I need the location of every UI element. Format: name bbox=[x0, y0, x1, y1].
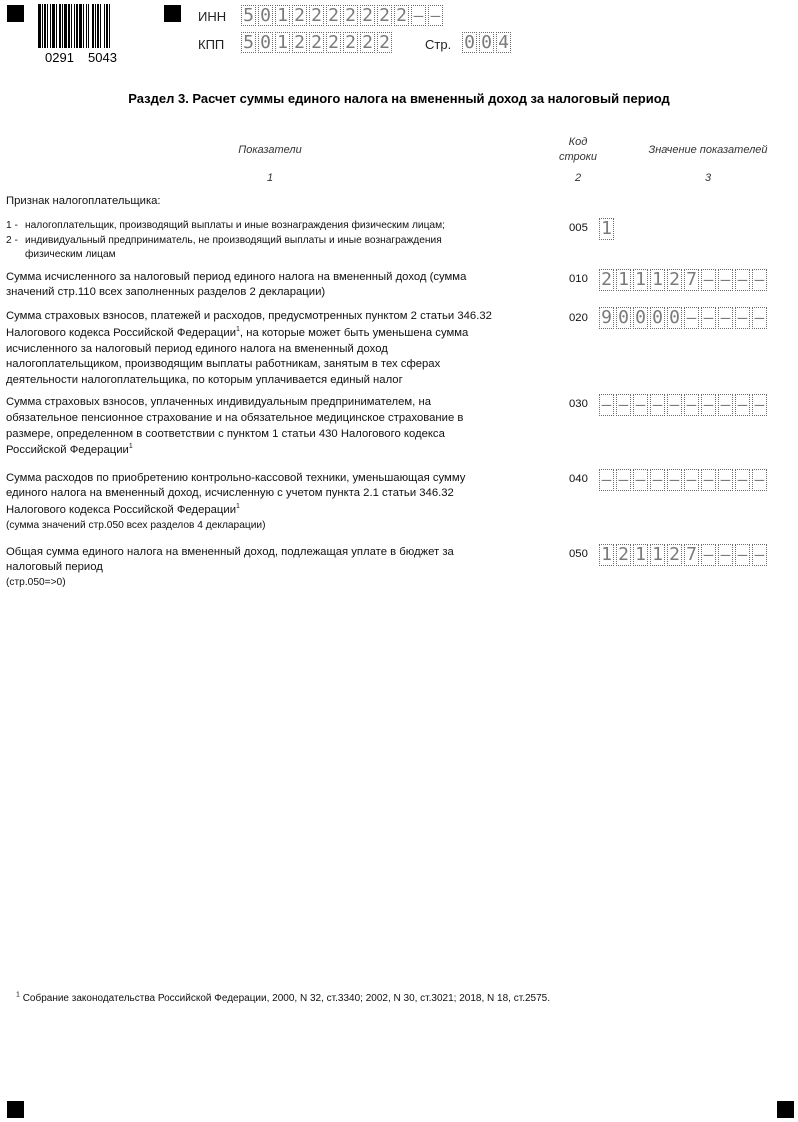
row-010-value-cells-cell: 1 bbox=[633, 269, 648, 291]
row-030-value-cells-cell: – bbox=[701, 394, 716, 416]
row-040-footnote-mark: 1 bbox=[236, 503, 240, 511]
column-header-values: Значение показателей bbox=[648, 144, 768, 156]
inn-cells-cell: 5 bbox=[241, 5, 256, 26]
row-020-value-cells-cell: – bbox=[701, 307, 716, 329]
barcode-bar bbox=[76, 4, 78, 48]
inn-cells-cell: 1 bbox=[275, 5, 290, 26]
row-030-value-cells bbox=[599, 394, 769, 416]
row-040-text-line2: единого налога на вмененный доход, исчисленную с учетом пункта 2.1 статьи 346.32 bbox=[6, 487, 454, 499]
row-030-value-cells-cell: – bbox=[684, 394, 699, 416]
row-040-value-cells-cell: – bbox=[701, 469, 716, 491]
row-030-value-cells-cell: – bbox=[633, 394, 648, 416]
row-020-value-cells-cell: – bbox=[752, 307, 767, 329]
page-cells-cell: 4 bbox=[496, 32, 511, 53]
barcode-bar bbox=[68, 4, 70, 48]
row-030-footnote-mark: 1 bbox=[128, 443, 133, 451]
row-050-text-line3: (стр.050=>0) bbox=[6, 577, 66, 588]
inn-cells-cell: 0 bbox=[258, 5, 273, 26]
row-020-value-cells-cell: 0 bbox=[616, 307, 631, 329]
row-030-text-line3: размере, определенном в соответствии с пунктом 1 статьи 430 Налогового кодекса bbox=[6, 428, 445, 440]
barcode-bar bbox=[47, 4, 48, 48]
row-010-value-cells-cell: 2 bbox=[667, 269, 682, 291]
row-020-value-cells-cell: – bbox=[735, 307, 750, 329]
row-040-text-line1: Сумма расходов по приобретению контрольно-кассовой техники, уменьшающая сумму bbox=[6, 472, 466, 484]
row-030-text-line2: обязательное пенсионное страхование и на обязательное медицинское страхование в bbox=[6, 412, 464, 424]
row-040-value-cells-cell: – bbox=[684, 469, 699, 491]
row-040-value-cells-cell: – bbox=[735, 469, 750, 491]
row-020-text-line2b: , на которые может быть уменьшена сумма bbox=[239, 327, 469, 339]
inn-cells-cell: – bbox=[411, 5, 426, 26]
page-label: Стр. bbox=[425, 37, 452, 52]
column-header-code-line1: Код bbox=[568, 136, 588, 148]
row-030-value-cells-cell: – bbox=[599, 394, 614, 416]
row-code-050: 050 bbox=[569, 548, 588, 560]
row-040-value-cells-cell: – bbox=[667, 469, 682, 491]
row-030-value-cells-cell: – bbox=[667, 394, 682, 416]
row-030-value-cells-cell: – bbox=[718, 394, 733, 416]
corner-marker-bottom-right bbox=[777, 1101, 794, 1118]
row-code-030: 030 bbox=[569, 398, 588, 410]
row-050-value-cells-cell: 1 bbox=[650, 544, 665, 566]
inn-cells-cell: – bbox=[428, 5, 443, 26]
kpp-cells-cell: 2 bbox=[326, 32, 341, 53]
barcode-bar bbox=[92, 4, 94, 48]
barcode-bar bbox=[56, 4, 57, 48]
row-050-value-cells-cell: 2 bbox=[667, 544, 682, 566]
row-code-005: 005 bbox=[569, 222, 588, 234]
barcode-bar bbox=[42, 4, 43, 48]
row-010-value-cells bbox=[599, 269, 769, 291]
corner-marker-top-center bbox=[164, 5, 181, 22]
row-020-value-cells-cell: 0 bbox=[667, 307, 682, 329]
barcode-bar bbox=[52, 4, 55, 48]
barcode-bar bbox=[86, 4, 87, 48]
row-030-value-cells-cell: – bbox=[735, 394, 750, 416]
barcode-bar bbox=[83, 4, 84, 48]
barcode-number-left: 0291 bbox=[45, 50, 74, 65]
barcode-bar bbox=[109, 4, 110, 48]
kpp-cells-cell: 2 bbox=[377, 32, 392, 53]
sign-option-2-number: 2 - bbox=[6, 235, 18, 246]
sign-option-2-line2: физическим лицам bbox=[25, 249, 116, 260]
row-040-value-cells-cell: – bbox=[633, 469, 648, 491]
inn-cells-cell: 2 bbox=[360, 5, 375, 26]
barcode-bar bbox=[44, 4, 46, 48]
row-040-value-cells-cell: – bbox=[650, 469, 665, 491]
corner-marker-bottom-left bbox=[7, 1101, 24, 1118]
row-050-text-line2: налоговый период bbox=[6, 561, 103, 573]
barcode-bar bbox=[88, 4, 89, 48]
barcode-bar bbox=[106, 4, 108, 48]
row-020-value-cells-cell: 9 bbox=[599, 307, 614, 329]
column-number-3: 3 bbox=[704, 172, 712, 184]
row-050-text-line1: Общая сумма единого налога на вмененный доход, подлежащая уплате в бюджет за bbox=[6, 546, 454, 558]
page-cells-cell: 0 bbox=[479, 32, 494, 53]
row-050-value-cells-cell: – bbox=[735, 544, 750, 566]
sign-option-1-text: налогоплательщик, производящий выплаты и иные вознаграждения физическим лицам; bbox=[25, 220, 445, 231]
barcode-bar bbox=[100, 4, 101, 48]
kpp-label: КПП bbox=[198, 37, 225, 52]
row-010-value-cells-cell: 1 bbox=[650, 269, 665, 291]
row-030-value-cells-cell: – bbox=[616, 394, 631, 416]
row-030-text-line4-text: Российской Федерации bbox=[6, 444, 129, 456]
footnote-mark: 1 bbox=[16, 991, 20, 999]
inn-cells-cell: 2 bbox=[292, 5, 307, 26]
row-030-value-cells-cell: – bbox=[650, 394, 665, 416]
row-030-value-cells-cell: – bbox=[752, 394, 767, 416]
row-010-value-cells-cell: 7 bbox=[684, 269, 699, 291]
barcode-bar bbox=[97, 4, 99, 48]
column-number-1: 1 bbox=[266, 172, 274, 184]
row-040-text-line3 bbox=[6, 503, 240, 518]
sign-option-1-number: 1 - bbox=[6, 220, 18, 231]
footnote-text: Собрание законодательства Российской Федерации, 2000, N 32, ст.3340; 2002, N 30, ст.3021; 2018, N 18, ст.2575. bbox=[22, 993, 550, 1004]
row-040-value-cells bbox=[599, 469, 769, 491]
column-header-code-line2: строки bbox=[558, 151, 598, 163]
row-010-value-cells-cell: – bbox=[752, 269, 767, 291]
barcode-bar bbox=[38, 4, 41, 48]
page-cells bbox=[462, 32, 513, 53]
column-header-indicators: Показатели bbox=[238, 144, 302, 156]
kpp-cells-cell: 2 bbox=[343, 32, 358, 53]
row-010-value-cells-cell: 2 bbox=[599, 269, 614, 291]
row-code-020: 020 bbox=[569, 312, 588, 324]
barcode bbox=[38, 4, 146, 54]
corner-marker-top-left bbox=[7, 5, 24, 22]
row-040-value-cells-cell: – bbox=[616, 469, 631, 491]
inn-label: ИНН bbox=[198, 9, 227, 24]
barcode-bar bbox=[71, 4, 72, 48]
row-050-value-cells bbox=[599, 544, 769, 566]
row-020-text-line2a: Налогового кодекса Российской Федерации bbox=[6, 327, 237, 339]
row-code-010: 010 bbox=[569, 273, 588, 285]
row-020-value-cells-cell: – bbox=[718, 307, 733, 329]
barcode-bar bbox=[59, 4, 61, 48]
row-020-value-cells-cell: – bbox=[684, 307, 699, 329]
row-020-text-line2 bbox=[6, 326, 468, 341]
row-040-text-line4: (сумма значений стр.050 всех разделов 4 декларации) bbox=[6, 520, 266, 531]
sign-title: Признак налогоплательщика: bbox=[6, 195, 161, 207]
row-050-value-cells-cell: 2 bbox=[616, 544, 631, 566]
inn-cells-cell: 2 bbox=[309, 5, 324, 26]
kpp-cells-cell: 2 bbox=[292, 32, 307, 53]
row-040-value-cells-cell: – bbox=[718, 469, 733, 491]
row-010-text-line1: Сумма исчисленного за налоговый период единого налога на вмененный доход (сумма bbox=[6, 271, 467, 283]
barcode-bar bbox=[104, 4, 105, 48]
row-050-value-cells-cell: – bbox=[718, 544, 733, 566]
row-050-value-cells-cell: 1 bbox=[599, 544, 614, 566]
barcode-bar bbox=[64, 4, 67, 48]
barcode-bar bbox=[50, 4, 51, 48]
row-050-value-cells-cell: 7 bbox=[684, 544, 699, 566]
inn-cells bbox=[241, 5, 445, 26]
row-030-text-line1: Сумма страховых взносов, уплаченных индивидуальным предпринимателем, на bbox=[6, 396, 431, 408]
row-020-value-cells-cell: 0 bbox=[633, 307, 648, 329]
row-020-value-cells bbox=[599, 307, 769, 329]
row-050-value-cells-cell: – bbox=[752, 544, 767, 566]
row-050-value-cells-cell: – bbox=[701, 544, 716, 566]
section-title: Раздел 3. Расчет суммы единого налога на вмененный доход за налоговый период bbox=[128, 91, 670, 106]
footnote bbox=[16, 993, 550, 1004]
row-010-value-cells-cell: – bbox=[718, 269, 733, 291]
row-020-value-cells-cell: 0 bbox=[650, 307, 665, 329]
kpp-cells bbox=[241, 32, 394, 53]
barcode-bar bbox=[74, 4, 75, 48]
inn-cells-cell: 2 bbox=[343, 5, 358, 26]
column-number-2: 2 bbox=[574, 172, 582, 184]
kpp-cells-cell: 2 bbox=[309, 32, 324, 53]
row-020-footnote-mark: 1 bbox=[236, 326, 240, 334]
kpp-cells-cell: 0 bbox=[258, 32, 273, 53]
inn-cells-cell: 2 bbox=[377, 5, 392, 26]
row-030-text-line4 bbox=[6, 443, 133, 458]
row-040-value-cells-cell: – bbox=[752, 469, 767, 491]
row-040-value-cells-cell: – bbox=[599, 469, 614, 491]
row-020-text-line1: Сумма страховых взносов, платежей и расходов, предусмотренных пунктом 2 статьи 346.32 bbox=[6, 310, 492, 322]
row-050-value-cells-cell: 1 bbox=[633, 544, 648, 566]
row-020-text-line4: налогоплательщиком, производящим выплаты работникам, занятым в тех сферах bbox=[6, 358, 441, 370]
kpp-cells-cell: 5 bbox=[241, 32, 256, 53]
row-020-text-line5: деятельности налогоплательщика, по которым уплачивается единый налог bbox=[6, 374, 403, 386]
row-005-value-cells-cell: 1 bbox=[599, 218, 614, 240]
inn-cells-cell: 2 bbox=[326, 5, 341, 26]
row-010-value-cells-cell: – bbox=[701, 269, 716, 291]
inn-cells-cell: 2 bbox=[394, 5, 409, 26]
row-010-value-cells-cell: 1 bbox=[616, 269, 631, 291]
barcode-number-right: 5043 bbox=[88, 50, 117, 65]
row-040-text-line3-text: Налогового кодекса Российской Федерации bbox=[6, 504, 237, 516]
row-020-text-line3: исчисленного за налоговый период единого налога на вмененный доход bbox=[6, 343, 388, 355]
barcode-bar bbox=[95, 4, 96, 48]
barcode-bar bbox=[62, 4, 63, 48]
page-cells-cell: 0 bbox=[462, 32, 477, 53]
sign-option-2-line1: индивидуальный предприниматель, не производящий выплаты и иные вознаграждения bbox=[25, 235, 442, 246]
kpp-cells-cell: 1 bbox=[275, 32, 290, 53]
row-010-text-line2: значений стр.110 всех заполненных разделов 2 декларации) bbox=[6, 286, 326, 298]
row-010-value-cells-cell: – bbox=[735, 269, 750, 291]
barcode-bar bbox=[79, 4, 82, 48]
row-005-value-cells bbox=[599, 218, 616, 240]
kpp-cells-cell: 2 bbox=[360, 32, 375, 53]
row-code-040: 040 bbox=[569, 473, 588, 485]
